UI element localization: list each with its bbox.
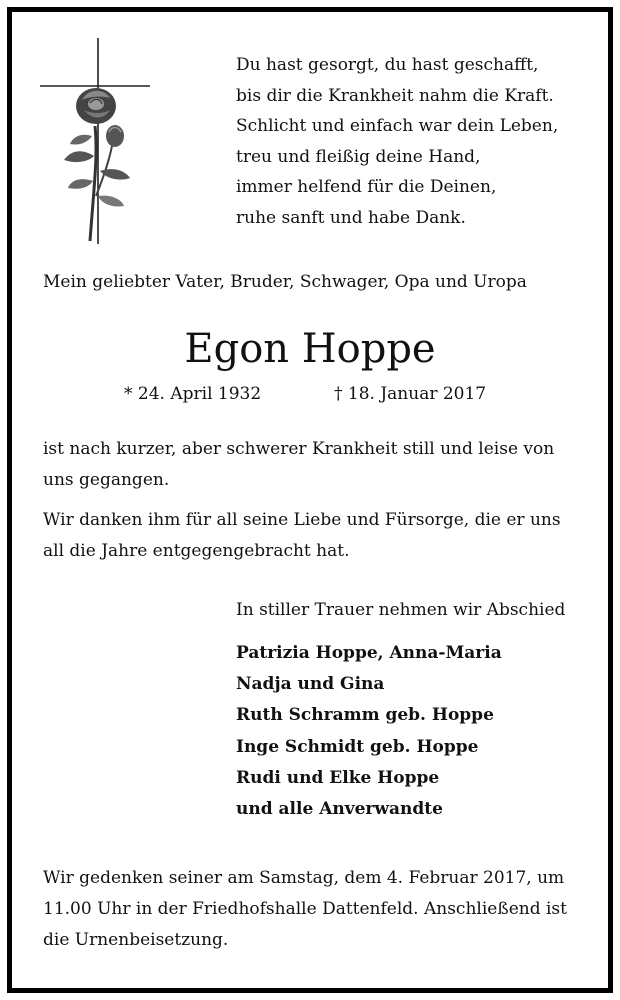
deceased-name: Egon Hoppe xyxy=(184,326,436,372)
service-paragraph: Wir gedenken seiner am Samstag, dem 4. Februar 2017, um 11.00 Uhr in der Friedhofshalle Dattenfeld. Anschließend ist die Urnenbeisetzung. xyxy=(43,868,567,950)
mourners-list xyxy=(236,638,502,825)
mourner-name: Nadja und Gina xyxy=(236,674,385,695)
poem-line: Du hast gesorgt, du hast geschafft, xyxy=(236,55,539,75)
mourner-name: Patrizia Hoppe, Anna-Maria xyxy=(236,643,502,663)
poem-line: bis dir die Krankheit nahm die Kraft. xyxy=(236,85,554,106)
poem xyxy=(236,50,596,234)
cross-with-rose-icon xyxy=(38,36,152,246)
announcement-paragraph: ist nach kurzer, aber schwerer Krankheit still und leise von uns gegangen. xyxy=(43,439,555,490)
intro-line: Mein geliebter Vater, Bruder, Schwager, Opa und Uropa xyxy=(43,272,527,292)
thanks-paragraph: Wir danken ihm für all seine Liebe und Fürsorge, die er uns all die Jahre entgegengebracht hat. xyxy=(43,510,561,561)
mourner-name: Ruth Schramm geb. Hoppe xyxy=(236,705,494,726)
farewell-line: In stiller Trauer nehmen wir Abschied xyxy=(236,600,566,620)
death-date: † 18. Januar 2017 xyxy=(334,384,487,404)
mourner-name: Rudi und Elke Hoppe xyxy=(236,767,440,788)
poem-line: Schlicht und einfach war dein Leben, xyxy=(236,116,559,137)
poem-line: immer helfend für die Deinen, xyxy=(236,177,497,198)
poem-line: ruhe sanft und habe Dank. xyxy=(236,207,466,228)
mourner-name: Inge Schmidt geb. Hoppe xyxy=(236,736,479,757)
birth-date: * 24. April 1932 xyxy=(124,384,262,404)
poem-line: treu und fleißig deine Hand, xyxy=(236,146,481,167)
mourner-name: und alle Anverwandte xyxy=(236,799,443,820)
